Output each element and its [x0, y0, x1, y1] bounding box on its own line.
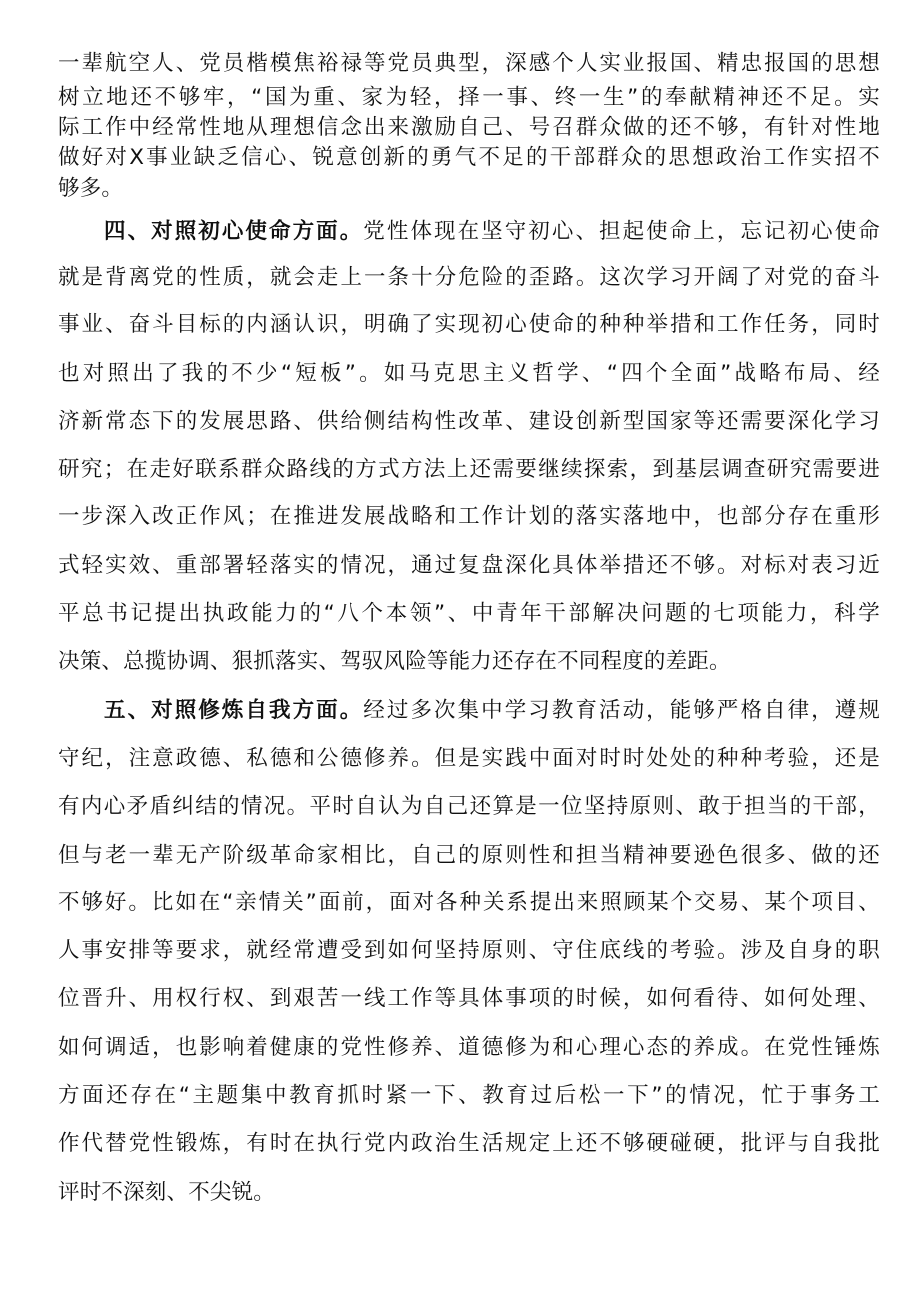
body-line: 人事安排等要求，就经常遭受到如何坚持原则、守住底线的考验。涉及自身的职 [58, 938, 880, 963]
body-line: 际工作中经常性地从理想信念出来激励自己、号召群众做的还不够，有针对性地 [58, 115, 880, 140]
body-line: 如何调适，也影响着健康的党性修养、道德修为和心理心态的养成。在党性锤炼 [58, 1035, 880, 1060]
body-line: 研究；在走好联系群众路线的方式方法上还需要继续探索，到基层调查研究需要进 [58, 457, 880, 482]
body-line: 评时不深刻、不尖锐。 [58, 1180, 276, 1205]
body-line: 位晋升、用权行权、到艰苦一线工作等具体事项的时候，如何看待、如何处理、 [58, 986, 880, 1011]
section-five-lead: 经过多次集中学习教育活动，能够严格自律，遵规 [363, 698, 881, 723]
body-line: 作代替党性锻炼，有时在执行党内政治生活规定上还不够硬碰硬，批评与自我批 [58, 1131, 880, 1156]
body-line: 但与老一辈无产阶级革命家相比，自己的原则性和担当精神要逊色很多、做的还 [58, 843, 880, 868]
body-line: 一辈航空人、党员楷模焦裕禄等党员典型，深感个人实业报国、精忠报国的思想 [58, 51, 880, 76]
body-line: 式轻实效、重部署轻落实的情况，通过复盘深化具体举措还不够。对标对表习近 [58, 553, 880, 578]
body-line: 也对照出了我的不少“短板”。如马克思主义哲学、“四个全面”战略布局、经 [58, 361, 880, 386]
body-line: 决策、总揽协调、狠抓落实、驾驭风险等能力还存在不同程度的差距。 [58, 649, 731, 674]
section-four-first-line [104, 218, 880, 246]
body-line: 就是背离党的性质，就会走上一条十分危险的歪路。这次学习开阔了对党的奋斗 [58, 265, 880, 290]
body-line: 方面还存在“主题集中教育抓时紧一下、教育过后松一下”的情况，忙于事务工 [58, 1083, 880, 1108]
body-line: 不够好。比如在“亲情关”面前，面对各种关系提出来照顾某个交易、某个项目、 [58, 890, 880, 915]
body-line: 有内心矛盾纠结的情况。平时自认为自己还算是一位坚持原则、敢于担当的干部， [58, 794, 880, 819]
body-line: 做好对X事业缺乏信心、锐意创新的勇气不足的干部群众的思想政治工作实招不 [58, 145, 880, 170]
body-line: 事业、奋斗目标的内涵认识，明确了实现初心使命的种种举措和工作任务，同时 [58, 312, 880, 337]
body-line: 守纪，注意政德、私德和公德修养。但是实践中面对时时处处的种种考验，还是 [58, 746, 880, 771]
body-line: 够多。 [58, 176, 124, 201]
body-line: 济新常态下的发展思路、供给侧结构性改革、建设创新型国家等还需要深化学习 [58, 409, 880, 434]
section-five-heading: 五、对照修炼自我方面。 [104, 698, 364, 723]
section-five-first-line [104, 697, 880, 725]
section-four-heading: 四、对照初心使命方面。 [104, 219, 364, 244]
section-four-lead: 党性体现在坚守初心、担起使命上，忘记初心使命 [363, 219, 881, 244]
body-line: 一步深入改正作风；在推进发展战略和工作计划的落实落地中，也部分存在重形 [58, 504, 880, 529]
body-line: 树立地还不够牢，“国为重、家为轻，择一事、终一生”的奉献精神还不足。实 [58, 85, 880, 110]
body-line: 平总书记提出执政能力的“八个本领”、中青年干部解决问题的七项能力，科学 [58, 601, 880, 626]
